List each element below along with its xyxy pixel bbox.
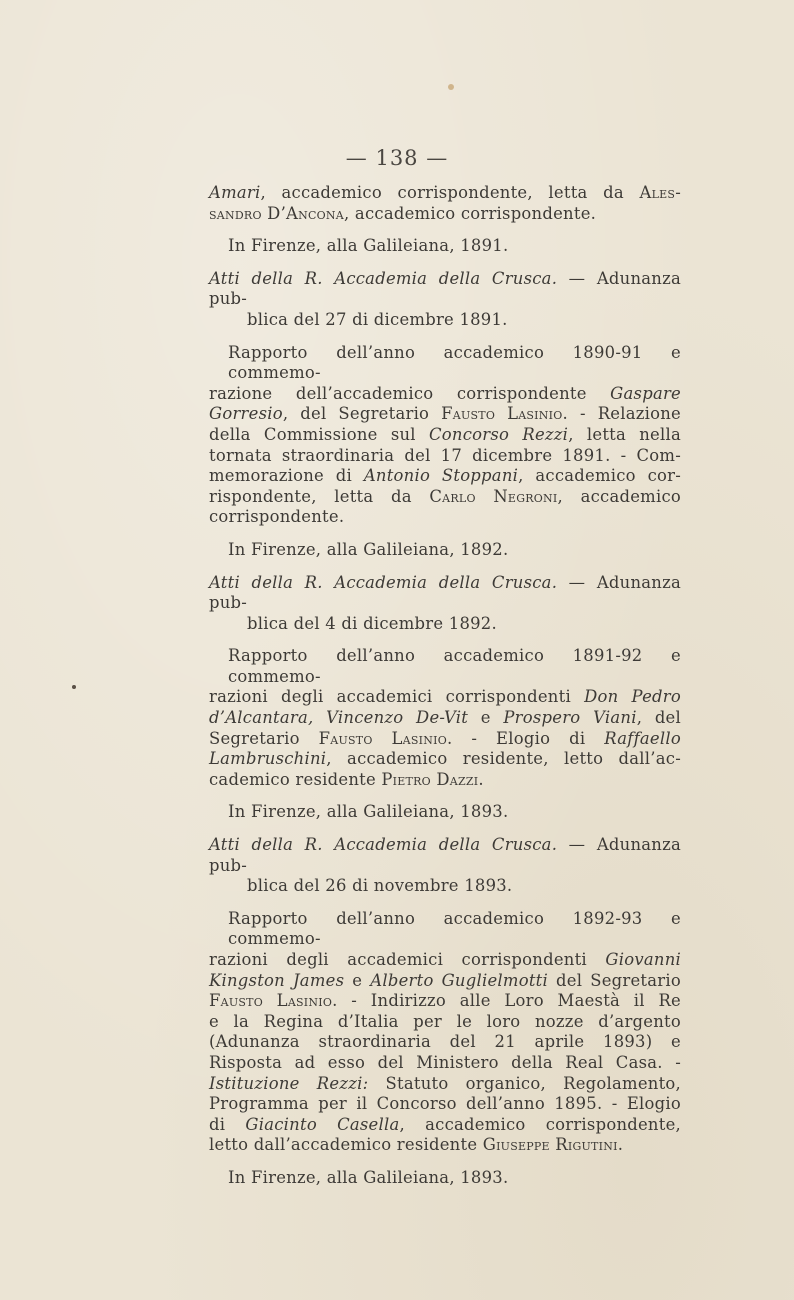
text-line bbox=[209, 425, 681, 446]
text-line bbox=[209, 749, 681, 770]
text-line bbox=[209, 269, 681, 310]
text-line bbox=[209, 1115, 681, 1136]
text-line bbox=[209, 876, 681, 897]
small-caps-name: Carlo Negroni bbox=[429, 486, 558, 506]
imprint-line bbox=[209, 540, 681, 561]
italic-text: Atti della R. Accademia della Crusca. bbox=[209, 835, 558, 855]
text-run: (Adunanza straordinaria del 21 aprile 1893) e bbox=[209, 1032, 681, 1052]
text-line bbox=[209, 204, 681, 225]
italic-text: Lambruschini bbox=[209, 749, 327, 769]
italic-text: Istituzione Rezzi: bbox=[209, 1073, 369, 1093]
text-line bbox=[209, 770, 681, 791]
text-line bbox=[209, 687, 681, 708]
text-run: cademico residente bbox=[209, 769, 382, 789]
text-line bbox=[209, 1135, 681, 1156]
text-run: In Firenze, alla Galileiana, 1892. bbox=[228, 539, 509, 559]
italic-text: Giacinto Casella bbox=[245, 1114, 400, 1134]
italic-text: Prospero Viani bbox=[503, 708, 637, 728]
text-run: letto dall’accademico residente bbox=[209, 1135, 483, 1155]
text-line bbox=[209, 540, 681, 561]
text-line bbox=[209, 466, 681, 487]
text-line bbox=[209, 487, 681, 508]
text-run: blica del 4 di dicembre 1892. bbox=[247, 613, 497, 633]
entry-description bbox=[209, 343, 681, 528]
italic-text: Atti della R. Accademia della Crusca. bbox=[209, 572, 558, 592]
text-line bbox=[209, 708, 681, 729]
italic-text: Raffaello bbox=[604, 728, 681, 748]
text-run: , accademico corrispondente, bbox=[399, 1114, 681, 1134]
text-run: . bbox=[478, 769, 484, 789]
text-run: razioni degli accademici corrispondenti bbox=[209, 687, 585, 707]
small-caps-name: Pietro Dazzi bbox=[381, 769, 479, 789]
text-line bbox=[209, 573, 681, 614]
text-line bbox=[209, 507, 681, 528]
text-run: . - Relazione bbox=[562, 404, 681, 424]
italic-text: Gaspare bbox=[610, 383, 681, 403]
text-line bbox=[209, 950, 681, 971]
text-run: , del bbox=[636, 708, 681, 728]
text-run: In Firenze, alla Galileiana, 1891. bbox=[228, 236, 509, 256]
ink-speck bbox=[72, 685, 76, 689]
italic-text: Antonio Stoppani bbox=[363, 466, 519, 486]
text-line bbox=[209, 1053, 681, 1074]
paragraph-continuation bbox=[209, 183, 681, 224]
text-run: razione dell’accademico corrispondente bbox=[209, 383, 611, 403]
text-line bbox=[209, 404, 681, 425]
text-run: , del Segretario bbox=[282, 404, 442, 424]
text-run: In Firenze, alla Galileiana, 1893. bbox=[228, 1167, 509, 1187]
italic-text: Gorresio bbox=[209, 404, 283, 424]
small-caps-name: Giuseppe Rigutini bbox=[482, 1135, 618, 1155]
text-run: , accademico corrispondente. bbox=[344, 203, 597, 223]
text-run: Programma per il Concorso dell’anno 1895. - Elogio bbox=[209, 1094, 681, 1114]
italic-text: Kingston James bbox=[209, 970, 345, 990]
imprint-line bbox=[209, 236, 681, 257]
text-line bbox=[209, 909, 681, 950]
text-run: blica del 26 di novembre 1893. bbox=[247, 876, 513, 896]
text-line bbox=[209, 1032, 681, 1053]
text-line bbox=[209, 1074, 681, 1095]
text-run: di bbox=[209, 1114, 246, 1134]
text-run: Segretario bbox=[209, 728, 319, 748]
text-run: In Firenze, alla Galileiana, 1893. bbox=[228, 802, 509, 822]
italic-text: Concorso Rezzi bbox=[429, 424, 569, 444]
italic-text: Don Pedro bbox=[584, 687, 681, 707]
text-run: . - Elogio di bbox=[447, 728, 605, 748]
italic-text: Alberto Guglielmotti bbox=[370, 970, 548, 990]
text-line bbox=[209, 1168, 681, 1189]
small-caps-name: sandro D’Ancona bbox=[209, 203, 345, 223]
text-run: rispondente, letta da bbox=[209, 486, 430, 506]
text-line bbox=[209, 236, 681, 257]
text-run: corrispondente. bbox=[209, 507, 345, 527]
text-run: e la Regina d’Italia per le loro nozze d’argento bbox=[209, 1011, 681, 1031]
small-caps-name: Fausto Lasinio bbox=[441, 404, 563, 424]
text-run: , accademico residente, letto dall’ac- bbox=[326, 749, 681, 769]
page-number: — 138 — bbox=[345, 146, 449, 170]
italic-text: Atti della R. Accademia della Crusca. bbox=[209, 268, 558, 288]
text-line bbox=[209, 1094, 681, 1115]
text-run: . bbox=[617, 1135, 624, 1155]
text-run: e bbox=[468, 708, 504, 728]
text-line bbox=[209, 835, 681, 876]
text-run: , accademico corrispondente, letta da bbox=[260, 183, 640, 202]
text-run: Statuto organico, Regolamento, bbox=[368, 1073, 681, 1093]
text-line bbox=[209, 802, 681, 823]
text-column bbox=[209, 183, 681, 1189]
text-run: tornata straordinaria del 17 dicembre 1891. - Com- bbox=[209, 445, 681, 465]
text-run: , letta nella bbox=[568, 424, 681, 444]
text-line bbox=[209, 614, 681, 635]
text-run: Rapporto dell’anno accademico 1891-92 e commemo- bbox=[228, 646, 681, 686]
text-line bbox=[209, 446, 681, 467]
imprint-line bbox=[209, 802, 681, 823]
text-run: della Commissione sul bbox=[209, 424, 430, 444]
text-line bbox=[209, 343, 681, 384]
text-run: Rapporto dell’anno accademico 1890-91 e commemo- bbox=[228, 342, 681, 383]
text-run: blica del 27 di dicembre 1891. bbox=[247, 309, 508, 329]
entry-description bbox=[209, 909, 681, 1156]
text-line bbox=[209, 183, 681, 204]
text-run: — Adunanza pub- bbox=[209, 268, 681, 309]
text-run: , accademico cor- bbox=[518, 466, 682, 486]
text-run: del Segretario bbox=[547, 970, 681, 990]
small-caps-name: Ales- bbox=[639, 183, 681, 202]
imprint-line bbox=[209, 1168, 681, 1189]
text-line bbox=[209, 310, 681, 331]
text-line bbox=[209, 971, 681, 992]
italic-text: Giovanni bbox=[605, 950, 681, 969]
italic-text: Amari bbox=[209, 183, 261, 202]
text-run: Rapporto dell’anno accademico 1892-93 e commemo- bbox=[228, 908, 681, 949]
text-run: — Adunanza pub- bbox=[209, 572, 681, 613]
text-run: , accademico bbox=[557, 486, 681, 506]
text-line bbox=[209, 646, 681, 687]
text-line bbox=[209, 729, 681, 750]
text-line bbox=[209, 384, 681, 405]
entry-description bbox=[209, 646, 681, 790]
text-run: Risposta ad esso del Ministero della Real Casa. - bbox=[209, 1052, 681, 1072]
text-line bbox=[209, 1012, 681, 1033]
text-run: e bbox=[344, 970, 371, 990]
text-run: memorazione di bbox=[209, 466, 364, 486]
text-run: — Adunanza pub- bbox=[209, 835, 681, 875]
text-run: razioni degli accademici corrispondenti bbox=[209, 950, 606, 969]
text-line bbox=[209, 991, 681, 1012]
text-run: . - Indirizzo alle Loro Maestà il Re bbox=[332, 991, 681, 1011]
paper-stain bbox=[448, 84, 454, 90]
bibliography-entry bbox=[209, 269, 681, 331]
small-caps-name: Fausto Lasinio bbox=[318, 728, 447, 748]
small-caps-name: Fausto Lasinio bbox=[209, 991, 333, 1011]
bibliography-entry bbox=[209, 573, 681, 635]
italic-text: d’Alcantara, Vincenzo De-Vit bbox=[209, 708, 469, 728]
bibliography-entry bbox=[209, 835, 681, 897]
